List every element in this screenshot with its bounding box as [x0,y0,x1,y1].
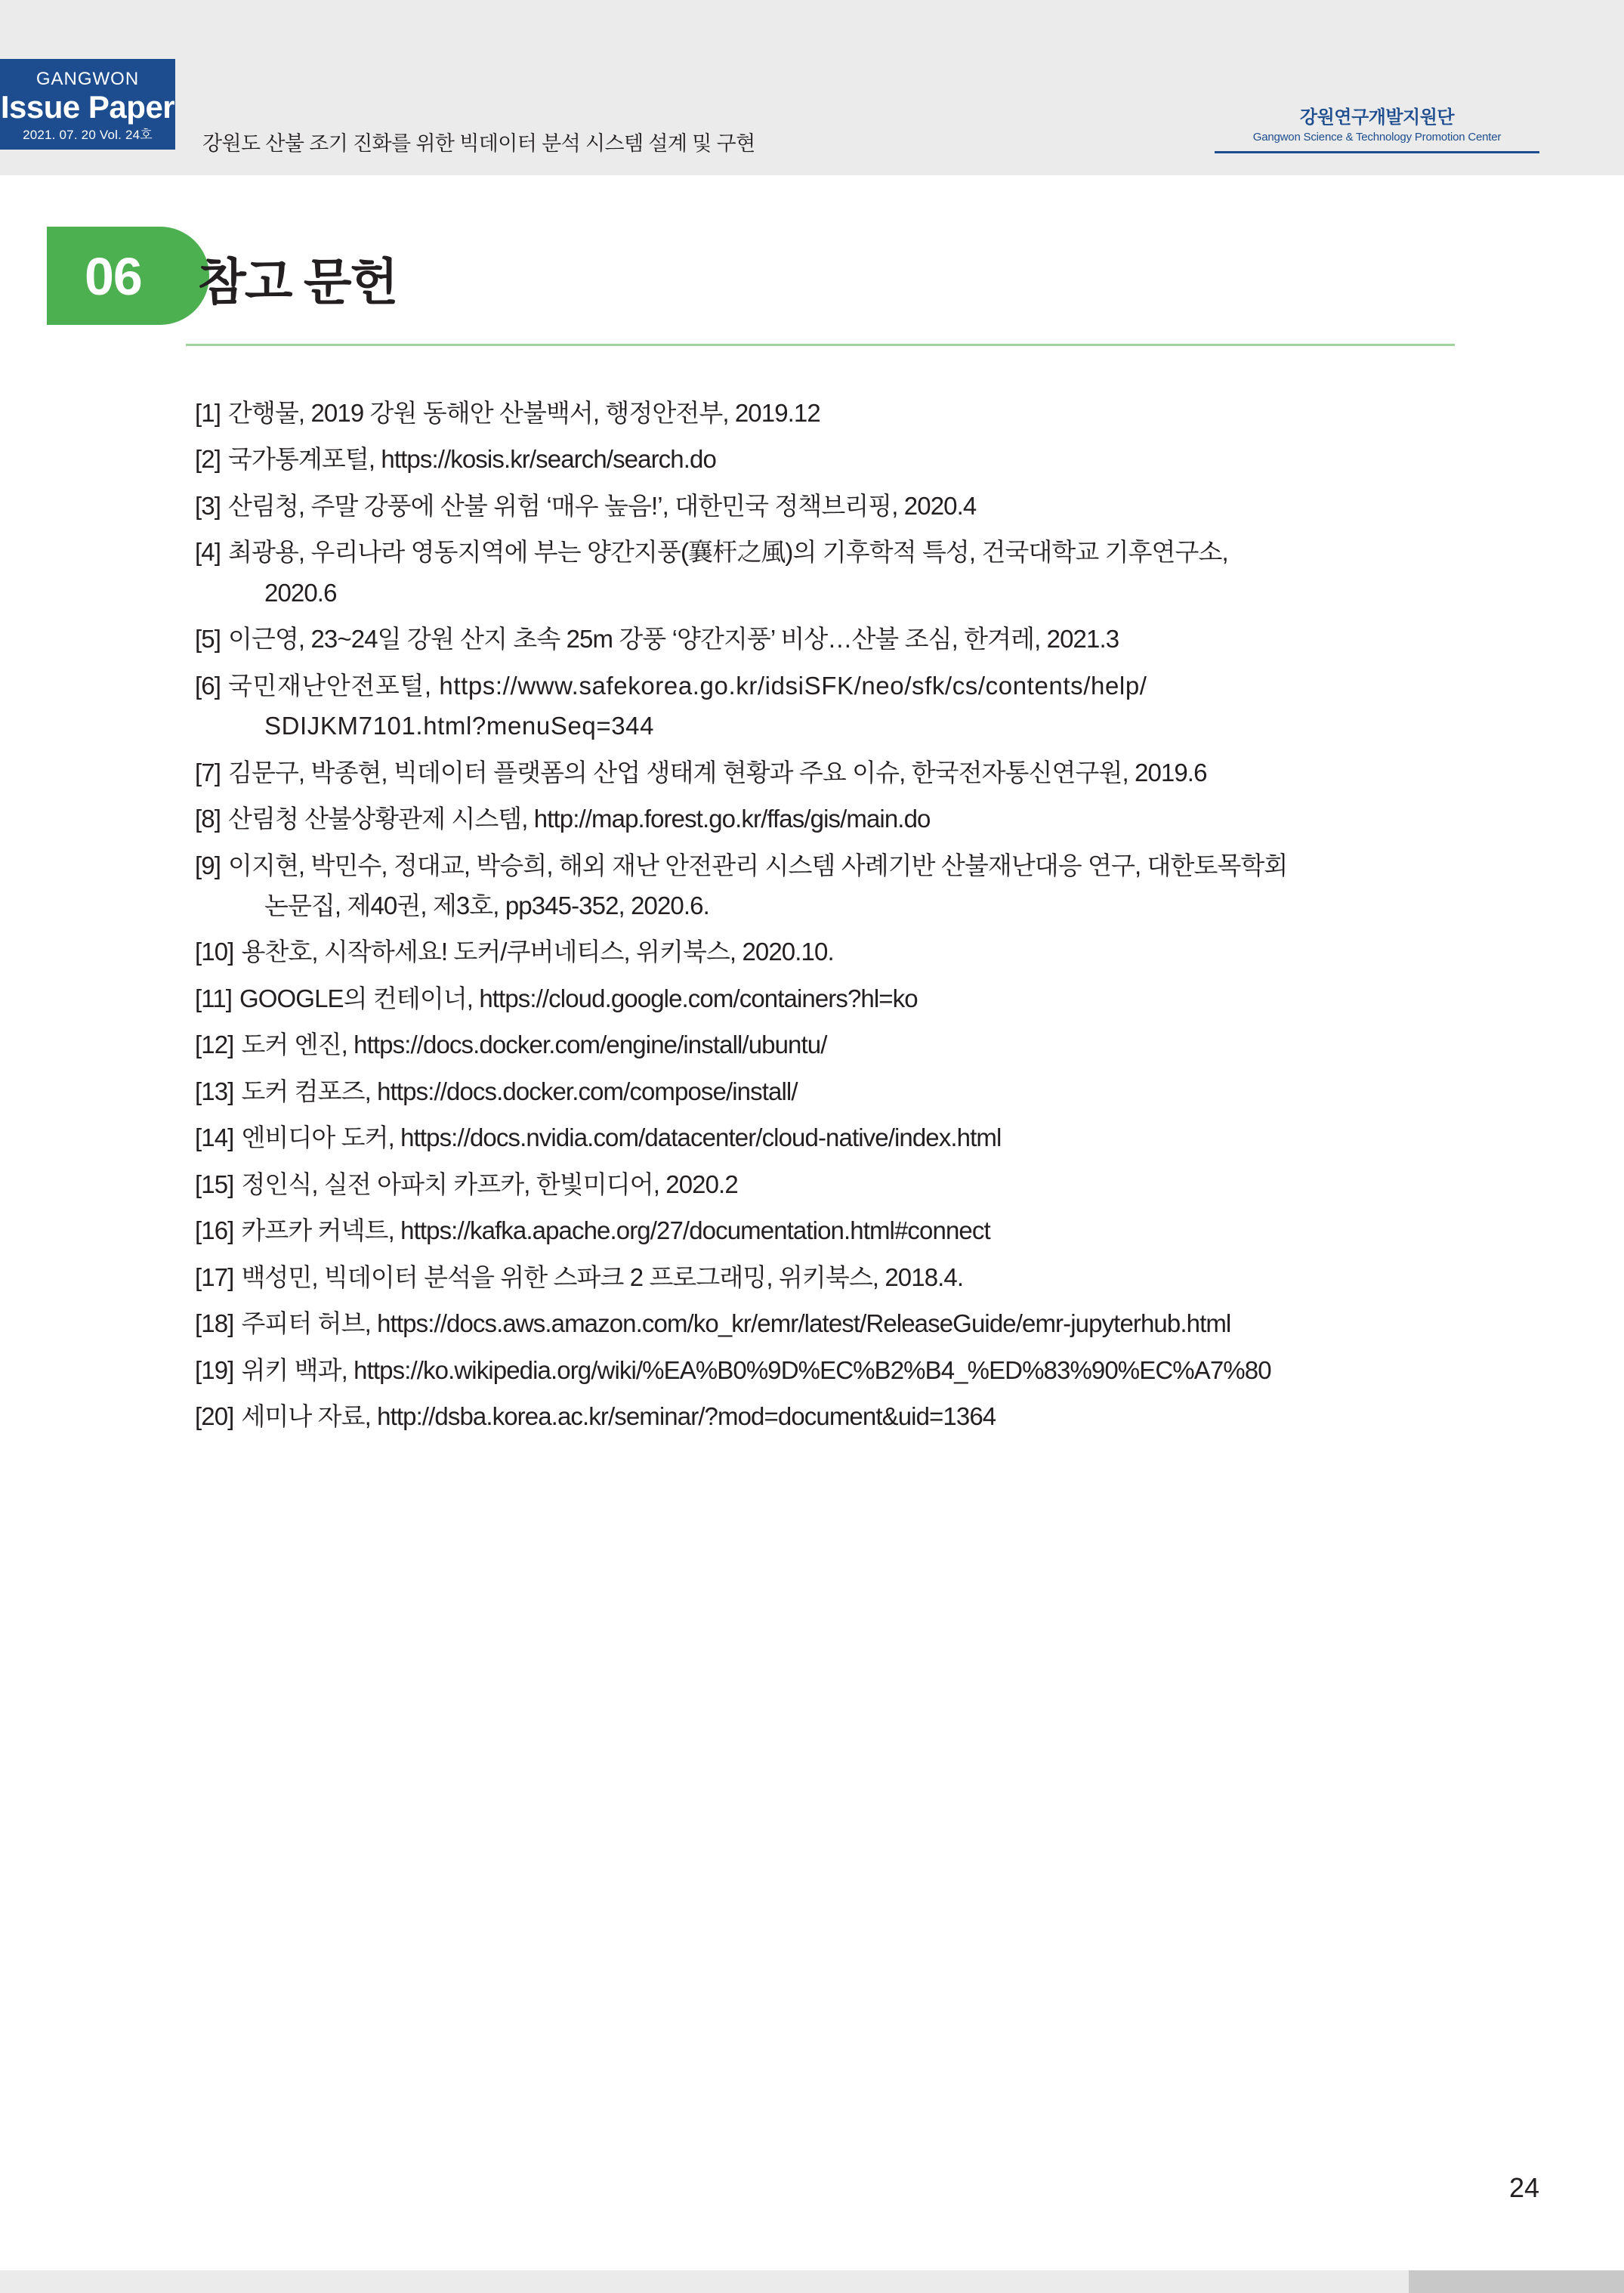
reference-text: 이근영, 23~24일 강원 산지 초속 25m 강풍 ‘양간지풍’ 비상…산불 조심, 한겨레, 2021.3 [228,625,1119,654]
section-title: 참고 문헌 [198,254,397,310]
reference-marker: [19] [195,1355,234,1384]
reference-text: 용찬호, 시작하세요! 도커/쿠버네티스, 위키북스, 2020.10. [241,938,834,966]
page-header [0,0,1624,175]
section-number: 06 [85,247,142,306]
reference-text: 도커 컴포즈, https://docs.docker.com/compose/install/ [241,1077,798,1105]
reference-text [228,666,1479,746]
reference-text: 김문구, 박종현, 빅데이터 플랫폼의 산업 생태계 현황과 주요 이슈, 한국전자통신연구원, 2019.6 [228,758,1207,786]
reference-text-line1: 이지현, 박민수, 정대교, 박승희, 해외 재난 안전관리 시스템 사례기반 산불재난대응 연구, 대한토목학회 [228,851,1288,879]
reference-marker: [13] [195,1077,234,1105]
reference-marker: [16] [195,1216,234,1245]
footer-bar [0,2270,1624,2293]
reference-item [195,845,1479,926]
reference-item [195,486,1479,526]
reference-text: 간행물, 2019 강원 동해안 산불백서, 행정안전부, 2019.12 [228,399,820,427]
reference-text: 세미나 자료, http://dsba.korea.ac.kr/seminar/?mod=document&uid=1364 [241,1401,996,1430]
reference-item [195,932,1479,972]
document-title: 강원도 산불 조기 진화를 위한 빅데이터 분석 시스템 설계 및 구현 [202,132,755,155]
reference-marker: [14] [195,1123,234,1152]
reference-text: 위키 백과, https://ko.wikipedia.org/wiki/%EA%B0%9D%EC%B2%B4_%ED%83%90%EC%A7%80 [241,1355,1271,1384]
logo-line-volume: 2021. 07. 20 Vol. 24호 [23,127,153,142]
footer-accent-block [1409,2270,1624,2293]
reference-marker: [1] [195,399,221,427]
reference-text-continuation: 2020.6 [264,578,337,607]
reference-item [195,1210,1479,1250]
reference-item [195,1303,1479,1343]
section-divider [186,344,1455,346]
reference-text: 엔비디아 도커, https://docs.nvidia.com/datacenter/cloud-native/index.html [241,1123,1002,1152]
reference-item [195,666,1479,746]
reference-marker: [4] [195,538,221,567]
reference-text: 카프카 커넥트, https://kafka.apache.org/27/documentation.html#connect [241,1216,990,1245]
reference-item [195,1071,1479,1111]
reference-marker: [5] [195,625,221,654]
reference-text: 정인식, 실전 아파치 카프카, 한빛미디어, 2020.2 [241,1170,738,1198]
logo-line-issue-paper: Issue Paper [0,89,175,125]
logo-line-gangwon: GANGWON [36,69,140,89]
reference-marker: [8] [195,805,221,833]
reference-item [195,752,1479,793]
reference-text: GOOGLE의 컨테이너, https://cloud.google.com/containers?hl=ko [239,984,918,1012]
reference-text: 주피터 허브, https://docs.aws.amazon.com/ko_kr/emr/latest/ReleaseGuide/emr-jupyterhub.html [241,1309,1231,1338]
reference-item [195,619,1479,659]
reference-item [195,978,1479,1018]
reference-marker: [10] [195,938,234,966]
reference-item [195,1024,1479,1065]
reference-marker: [15] [195,1170,234,1198]
reference-marker: [11] [195,984,232,1012]
reference-marker: [17] [195,1262,234,1291]
issue-paper-logo [0,59,175,150]
reference-item [195,1396,1479,1436]
organization-block [1215,106,1539,153]
reference-marker: [18] [195,1309,234,1338]
organization-underline [1215,151,1539,153]
reference-item [195,1350,1479,1390]
reference-text: 산림청, 주말 강풍에 산불 위험 ‘매우 높음!’, 대한민국 정책브리핑, 2020.4 [228,491,977,520]
reference-text: 백성민, 빅데이터 분석을 위한 스파크 2 프로그래밍, 위키북스, 2018.4. [241,1262,964,1291]
reference-text [228,845,1479,926]
reference-marker: [7] [195,758,221,786]
reference-text: 국가통계포털, https://kosis.kr/search/search.do [228,445,716,474]
reference-text-line1: 국민재난안전포털, https://www.safekorea.go.kr/idsiSFK/neo/sfk/cs/contents/help/ [228,671,1147,700]
reference-marker: [12] [195,1031,234,1059]
organization-name-kr: 강원연구개발지원단 [1299,107,1455,128]
reference-text-continuation: SDIJKM7101.html?menuSeq=344 [264,712,655,740]
reference-item [195,1164,1479,1204]
reference-item [195,532,1479,613]
reference-text: 산림청 산불상황관제 시스템, http://map.forest.go.kr/ffas/gis/main.do [228,805,931,833]
organization-name-en: Gangwon Science & Technology Promotion Center [1252,131,1502,144]
page-number: 24 [1508,2172,1539,2203]
reference-list [195,393,1479,1442]
reference-item [195,1257,1479,1297]
reference-text-continuation: 논문집, 제40권, 제3호, pp345-352, 2020.6. [264,891,709,919]
reference-item [195,439,1479,479]
reference-marker: [3] [195,491,221,520]
reference-text [228,532,1479,613]
reference-item [195,799,1479,839]
reference-marker: [9] [195,851,221,879]
reference-text: 도커 엔진, https://docs.docker.com/engine/install/ubuntu/ [241,1031,827,1059]
reference-marker: [2] [195,445,221,474]
reference-marker: [6] [195,671,221,700]
reference-text-line1: 최광용, 우리나라 영동지역에 부는 양간지풍(襄杆之風)의 기후학적 특성, 건국대학교 기후연구소, [228,538,1228,567]
reference-item [195,1117,1479,1157]
reference-item [195,393,1479,433]
reference-marker: [20] [195,1401,234,1430]
